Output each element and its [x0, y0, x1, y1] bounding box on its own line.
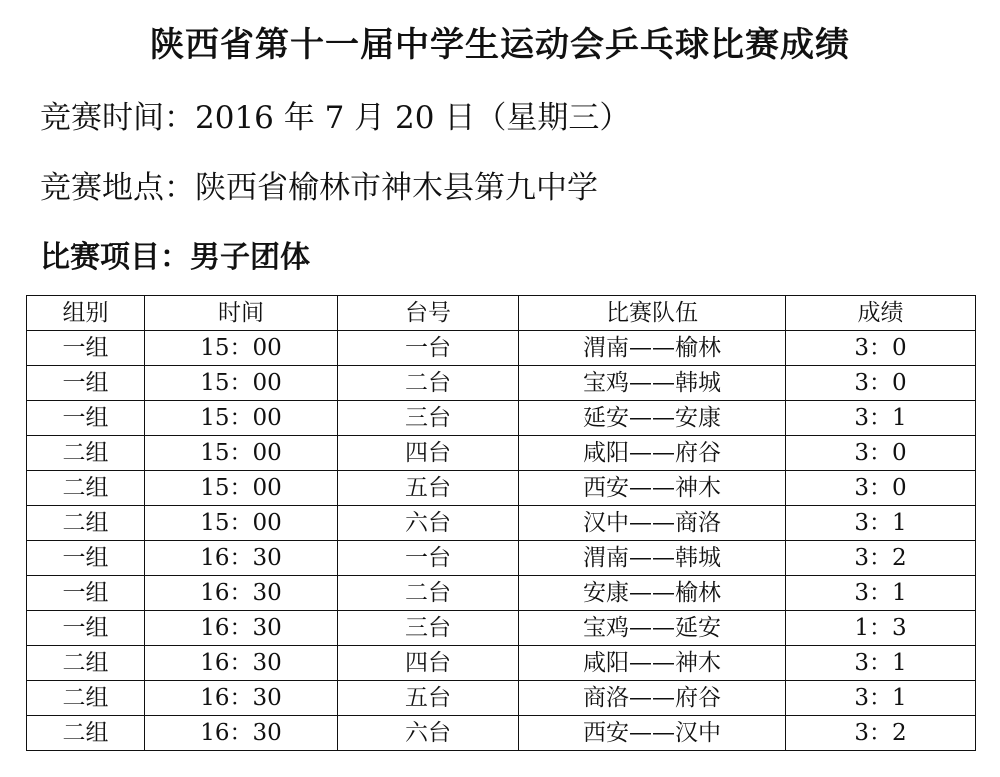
cell-table-number: 一台 — [338, 541, 519, 576]
competition-time: 竞赛时间：2016 年 7 月 20 日（星期三） — [40, 100, 631, 136]
cell-time: 15：00 — [145, 401, 338, 436]
cell-table-number: 六台 — [338, 506, 519, 541]
table-row — [27, 541, 976, 576]
cell-score: 3：1 — [786, 401, 976, 436]
table-row — [27, 471, 976, 506]
header-teams: 比赛队伍 — [519, 296, 786, 331]
cell-teams: 宝鸡——延安 — [519, 611, 786, 646]
cell-group: 一组 — [27, 401, 145, 436]
table-row — [27, 681, 976, 716]
cell-group: 二组 — [27, 646, 145, 681]
cell-table-number: 二台 — [338, 576, 519, 611]
cell-group: 一组 — [27, 611, 145, 646]
cell-time: 16：30 — [145, 646, 338, 681]
header-time: 时间 — [145, 296, 338, 331]
cell-time: 15：00 — [145, 436, 338, 471]
table-row — [27, 611, 976, 646]
cell-group: 二组 — [27, 436, 145, 471]
cell-score: 3：0 — [786, 436, 976, 471]
cell-teams: 商洛——府谷 — [519, 681, 786, 716]
results-table — [26, 295, 976, 751]
cell-table-number: 四台 — [338, 646, 519, 681]
cell-time: 16：30 — [145, 576, 338, 611]
cell-teams: 宝鸡——韩城 — [519, 366, 786, 401]
competition-venue: 竞赛地点：陕西省榆林市神木县第九中学 — [40, 170, 598, 206]
cell-teams: 西安——神木 — [519, 471, 786, 506]
cell-score: 3：1 — [786, 506, 976, 541]
cell-teams: 咸阳——神木 — [519, 646, 786, 681]
cell-teams: 安康——榆林 — [519, 576, 786, 611]
table-header-row — [27, 296, 976, 331]
cell-table-number: 一台 — [338, 331, 519, 366]
table-row — [27, 506, 976, 541]
cell-teams: 渭南——韩城 — [519, 541, 786, 576]
cell-group: 一组 — [27, 366, 145, 401]
cell-group: 一组 — [27, 331, 145, 366]
table-row — [27, 331, 976, 366]
cell-table-number: 五台 — [338, 681, 519, 716]
cell-score: 3：1 — [786, 576, 976, 611]
cell-group: 二组 — [27, 506, 145, 541]
cell-teams: 延安——安康 — [519, 401, 786, 436]
cell-time: 16：30 — [145, 681, 338, 716]
cell-time: 15：00 — [145, 506, 338, 541]
cell-table-number: 三台 — [338, 611, 519, 646]
cell-table-number: 五台 — [338, 471, 519, 506]
cell-table-number: 二台 — [338, 366, 519, 401]
cell-teams: 汉中——商洛 — [519, 506, 786, 541]
header-table-number: 台号 — [338, 296, 519, 331]
table-row — [27, 366, 976, 401]
table-row — [27, 576, 976, 611]
cell-score: 3：0 — [786, 366, 976, 401]
cell-group: 二组 — [27, 471, 145, 506]
cell-score: 1：3 — [786, 611, 976, 646]
cell-teams: 西安——汉中 — [519, 716, 786, 751]
cell-time: 16：30 — [145, 611, 338, 646]
cell-table-number: 四台 — [338, 436, 519, 471]
cell-table-number: 三台 — [338, 401, 519, 436]
cell-score: 3：2 — [786, 716, 976, 751]
competition-event: 比赛项目：男子团体 — [40, 240, 310, 275]
cell-score: 3：1 — [786, 681, 976, 716]
page-title: 陕西省第十一届中学生运动会乒乓球比赛成绩 — [150, 25, 850, 65]
table-row — [27, 716, 976, 751]
table-row — [27, 646, 976, 681]
cell-time: 16：30 — [145, 541, 338, 576]
cell-teams: 渭南——榆林 — [519, 331, 786, 366]
cell-teams: 咸阳——府谷 — [519, 436, 786, 471]
cell-group: 一组 — [27, 576, 145, 611]
cell-score: 3：2 — [786, 541, 976, 576]
cell-group: 二组 — [27, 681, 145, 716]
cell-score: 3：1 — [786, 646, 976, 681]
table-row — [27, 436, 976, 471]
cell-group: 一组 — [27, 541, 145, 576]
table-row — [27, 401, 976, 436]
cell-table-number: 六台 — [338, 716, 519, 751]
cell-group: 二组 — [27, 716, 145, 751]
cell-score: 3：0 — [786, 471, 976, 506]
header-group: 组别 — [27, 296, 145, 331]
cell-time: 15：00 — [145, 471, 338, 506]
cell-time: 15：00 — [145, 331, 338, 366]
header-score: 成绩 — [786, 296, 976, 331]
cell-time: 16：30 — [145, 716, 338, 751]
cell-time: 15：00 — [145, 366, 338, 401]
cell-score: 3：0 — [786, 331, 976, 366]
